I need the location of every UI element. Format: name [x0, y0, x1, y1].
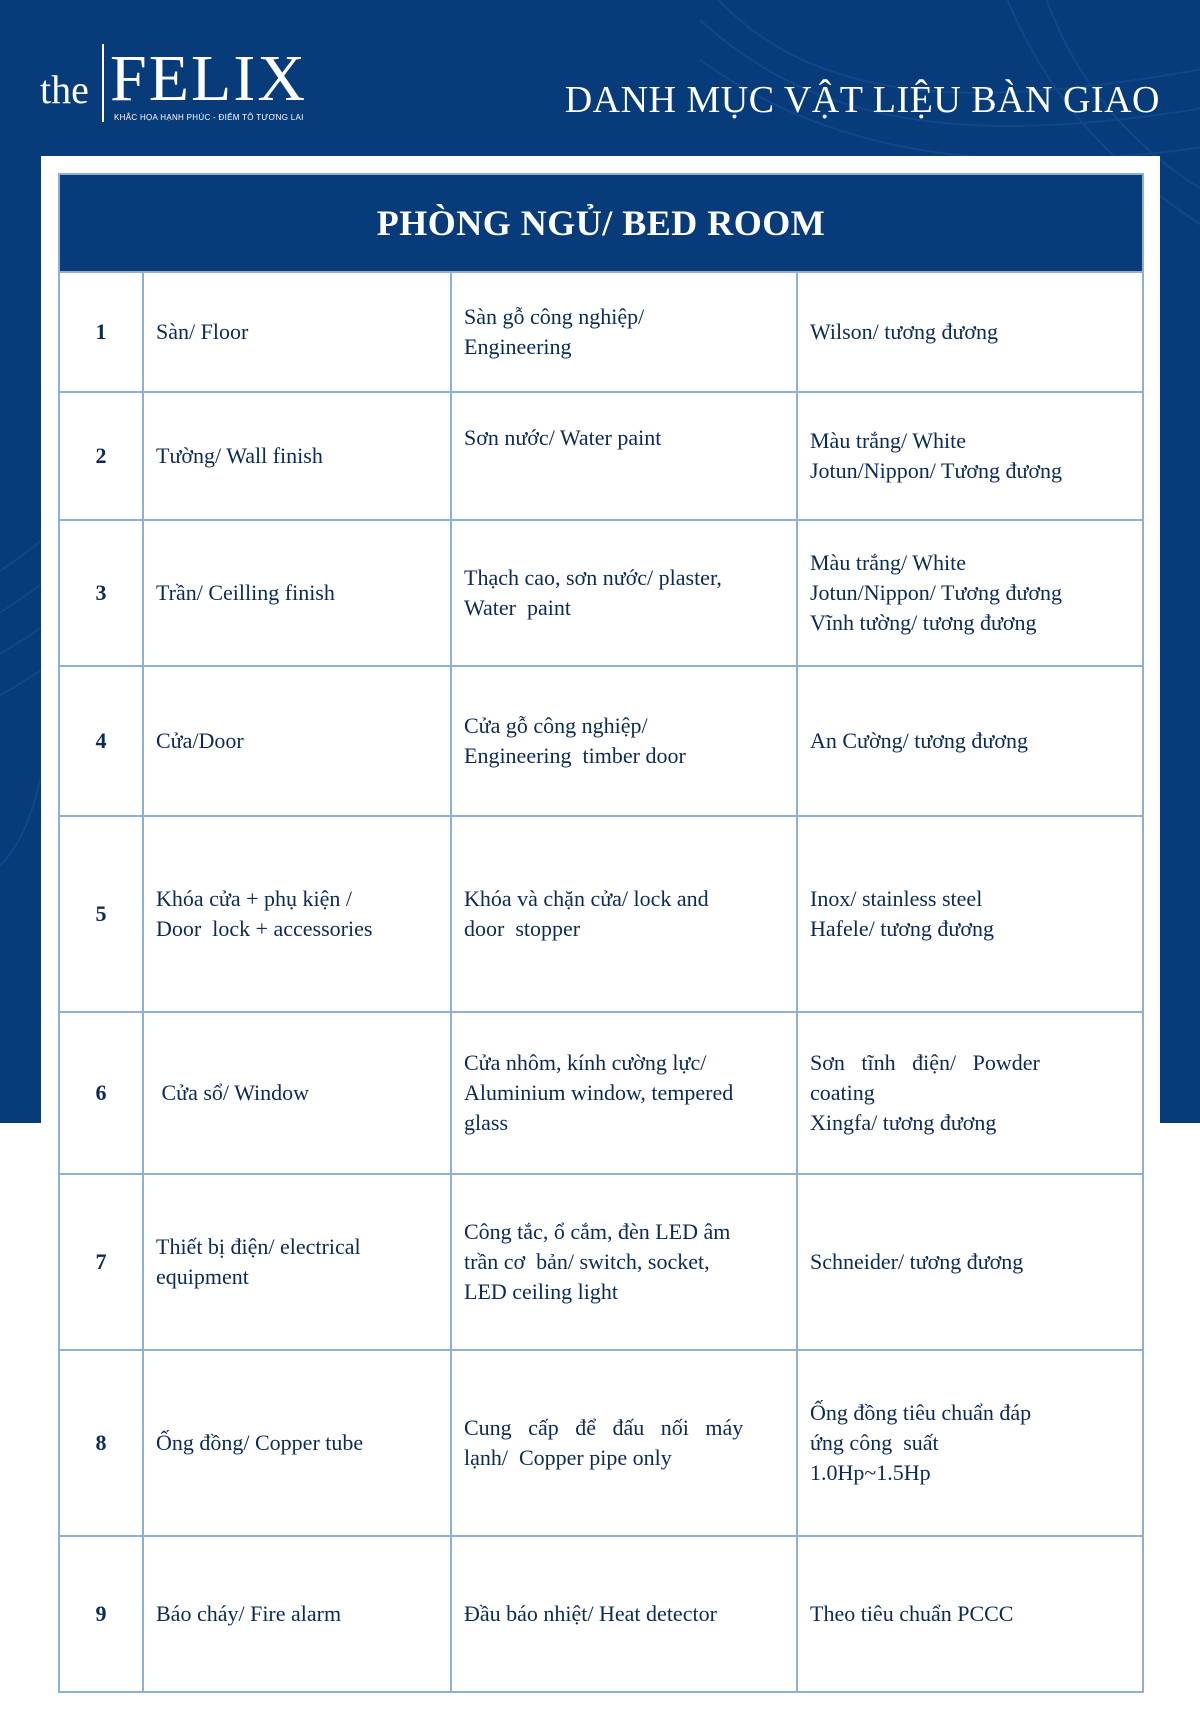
- spec-cell-line: Sơn tĩnh điện/ Powder: [810, 1050, 1040, 1075]
- item-cell: [144, 1175, 452, 1349]
- item-cell: [144, 1351, 452, 1535]
- material-cell: [452, 1013, 798, 1173]
- row-number: 5: [60, 817, 144, 1011]
- item-cell: [144, 521, 452, 665]
- material-cell-line: Thạch cao, sơn nước/ plaster,: [464, 565, 722, 590]
- material-cell-line: Water paint: [464, 595, 571, 620]
- row-number: 1: [60, 273, 144, 391]
- material-cell-line: Đầu báo nhiệt/ Heat detector: [464, 1601, 717, 1626]
- spec-cell: [798, 521, 1142, 665]
- row-number: 2: [60, 393, 144, 519]
- material-cell-line: Engineering: [464, 334, 572, 359]
- item-cell: [144, 1537, 452, 1691]
- spec-cell: [798, 1351, 1142, 1535]
- spec-cell-line: Wilson/ tương đương: [810, 319, 999, 344]
- spec-cell-line: Inox/ stainless steel: [810, 886, 983, 911]
- material-cell-line: door stopper: [464, 916, 581, 941]
- spec-cell-line: Vĩnh tường/ tương đương: [810, 610, 1037, 635]
- item-cell-line: Khóa cửa + phụ kiện /: [156, 886, 353, 911]
- row-number: 3: [60, 521, 144, 665]
- item-cell-line: Cửa/Door: [156, 728, 244, 753]
- spec-cell-line: Màu trắng/ White: [810, 428, 966, 453]
- item-cell-line: Tường/ Wall finish: [156, 443, 323, 468]
- brand-the: the: [40, 67, 89, 112]
- spec-cell-line: An Cường/ tương đương: [810, 728, 1028, 753]
- material-cell: [452, 273, 798, 391]
- table-row: [60, 521, 1142, 667]
- spec-cell-line: Xingfa/ tương đương: [810, 1110, 997, 1135]
- spec-cell-line: Hafele/ tương đương: [810, 916, 994, 941]
- material-cell: [452, 667, 798, 815]
- material-cell-line: lạnh/ Copper pipe only: [464, 1445, 672, 1470]
- row-number: 7: [60, 1175, 144, 1349]
- material-cell: [452, 393, 798, 519]
- spec-cell-line: coating: [810, 1080, 875, 1105]
- spec-cell-line: Jotun/Nippon/ Tương đương: [810, 458, 1063, 483]
- spec-cell: [798, 817, 1142, 1011]
- table-row: [60, 817, 1142, 1013]
- spec-cell-line: Ống đồng tiêu chuẩn đáp: [810, 1400, 1032, 1425]
- item-cell: [144, 817, 452, 1011]
- spec-cell-line: 1.0Hp~1.5Hp: [810, 1460, 931, 1485]
- table-heading: PHÒNG NGỦ/ BED ROOM: [60, 175, 1142, 273]
- item-cell-line: Cửa sổ/ Window: [156, 1080, 310, 1105]
- row-number: 9: [60, 1537, 144, 1691]
- material-cell: [452, 1351, 798, 1535]
- spec-cell-line: Theo tiêu chuẩn PCCC: [810, 1601, 1014, 1626]
- material-cell-line: Engineering timber door: [464, 743, 686, 768]
- material-cell-line: Công tắc, ổ cắm, đèn LED âm: [464, 1219, 731, 1244]
- table-row: [60, 273, 1142, 393]
- spec-cell: [798, 667, 1142, 815]
- spec-cell: [798, 1013, 1142, 1173]
- spec-cell: [798, 393, 1142, 519]
- document-title: DANH MỤC VẬT LIỆU BÀN GIAO: [564, 79, 1160, 121]
- spec-cell: [798, 273, 1142, 391]
- row-number: 6: [60, 1013, 144, 1173]
- item-cell: [144, 1013, 452, 1173]
- material-cell-line: trần cơ bản/ switch, socket,: [464, 1249, 710, 1274]
- spec-cell-line: Jotun/Nippon/ Tương đương: [810, 580, 1063, 605]
- logo-divider: [102, 44, 104, 122]
- spec-cell-line: Màu trắng/ White: [810, 550, 966, 575]
- table-row: [60, 1537, 1142, 1691]
- spec-cell-line: ứng công suất: [810, 1430, 939, 1455]
- item-cell: [144, 667, 452, 815]
- materials-table: [58, 173, 1144, 1693]
- material-cell: [452, 521, 798, 665]
- material-cell-line: Cửa nhôm, kính cường lực/: [464, 1050, 707, 1075]
- row-number: 8: [60, 1351, 144, 1535]
- material-cell-line: LED ceiling light: [464, 1279, 618, 1304]
- brand-tagline: KHẮC HỌA HẠNH PHÚC - ĐIỂM TÔ TƯƠNG LAI: [114, 113, 304, 122]
- material-cell-line: Khóa và chặn cửa/ lock and: [464, 886, 709, 911]
- item-cell-line: Báo cháy/ Fire alarm: [156, 1601, 342, 1626]
- material-cell: [452, 817, 798, 1011]
- table-row: [60, 1175, 1142, 1351]
- brand-name: FELIX: [110, 42, 307, 115]
- spec-cell: [798, 1537, 1142, 1691]
- item-cell-line: equipment: [156, 1264, 249, 1289]
- material-cell-line: Sơn nước/ Water paint: [464, 425, 662, 450]
- material-cell-line: Cung cấp để đấu nối máy: [464, 1415, 744, 1440]
- material-cell: [452, 1537, 798, 1691]
- material-cell-line: glass: [464, 1110, 508, 1135]
- item-cell-line: Thiết bị điện/ electrical: [156, 1234, 361, 1259]
- material-cell-line: Cửa gỗ công nghiệp/: [464, 713, 648, 738]
- item-cell-line: Door lock + accessories: [156, 916, 373, 941]
- table-row: [60, 393, 1142, 521]
- row-number: 4: [60, 667, 144, 815]
- material-cell: [452, 1175, 798, 1349]
- material-cell-line: Sàn gỗ công nghiệp/: [464, 304, 645, 329]
- table-row: [60, 1351, 1142, 1537]
- material-cell-line: Aluminium window, tempered: [464, 1080, 734, 1105]
- item-cell: [144, 393, 452, 519]
- table-row: [60, 1013, 1142, 1175]
- item-cell: [144, 273, 452, 391]
- spec-cell: [798, 1175, 1142, 1349]
- table-row: [60, 667, 1142, 817]
- table-body: [60, 273, 1142, 1691]
- spec-cell-line: Schneider/ tương đương: [810, 1249, 1024, 1274]
- item-cell-line: Sàn/ Floor: [156, 319, 249, 344]
- item-cell-line: Trần/ Ceilling finish: [156, 580, 335, 605]
- item-cell-line: Ống đồng/ Copper tube: [156, 1430, 364, 1455]
